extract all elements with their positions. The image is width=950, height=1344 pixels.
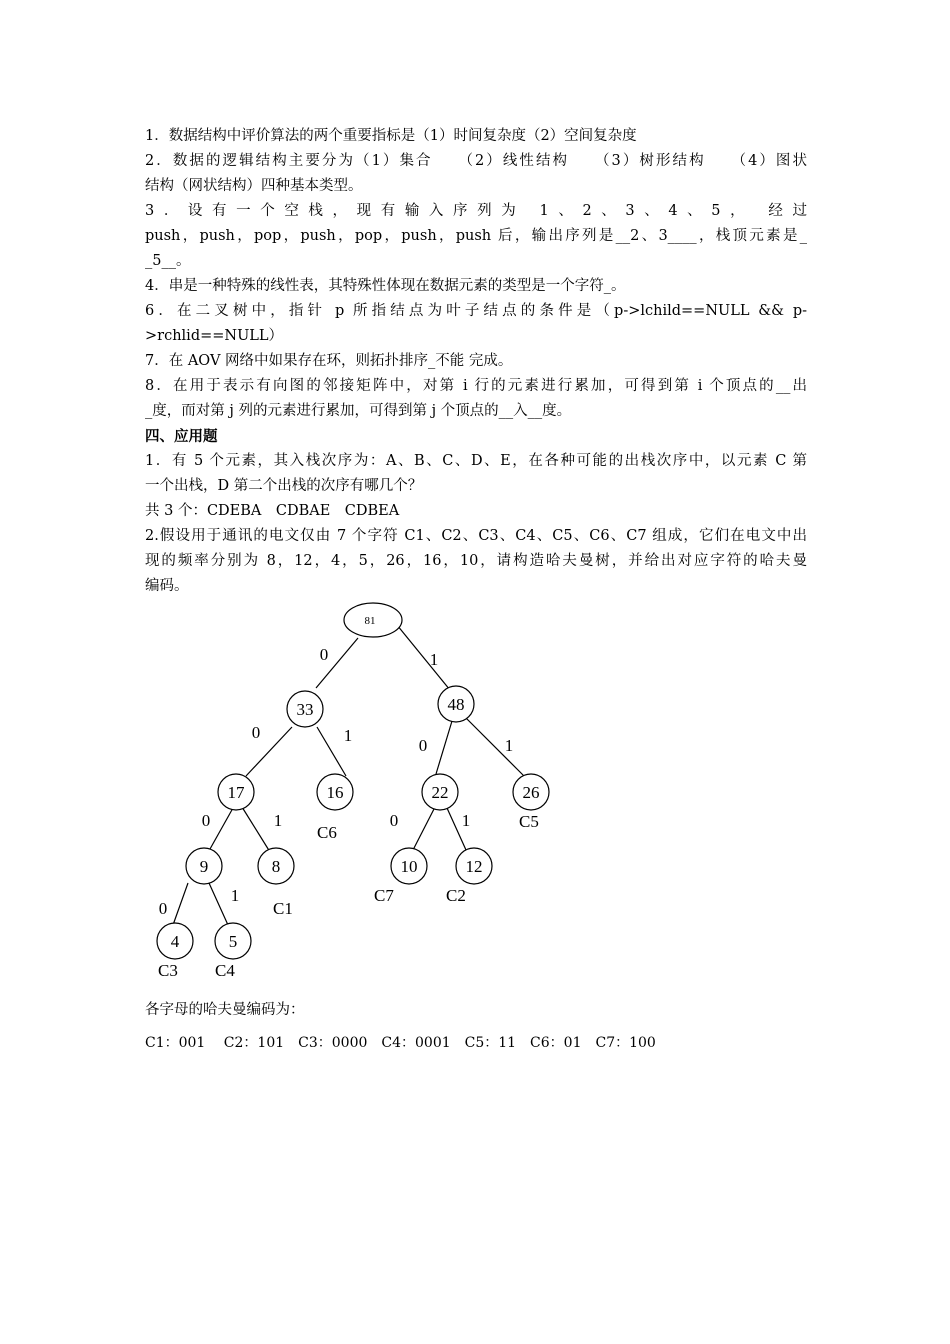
leaf-label-c6: C6 xyxy=(317,823,337,842)
a2-line-3: 编码。 xyxy=(145,578,189,594)
q3-line-3: _5__。 xyxy=(145,253,191,269)
leaf-label-c7: C7 xyxy=(374,886,394,905)
a2-line-1: 2.假设用于通讯的电文仅由 7 个字符 C1、C2、C3、C4、C5、C6、C7 组成，它们在电文中出 xyxy=(145,528,807,544)
node-value-22: 22 xyxy=(431,783,449,802)
edge-17-9 xyxy=(210,808,233,849)
node-value-4: 4 xyxy=(170,932,180,951)
q2-line-2: 结构（网状结构）四种基本类型。 xyxy=(145,178,363,194)
leaf-label-c3: C3 xyxy=(158,961,178,980)
edge-22-10 xyxy=(413,809,434,850)
node-value-17: 17 xyxy=(227,783,245,802)
leaf-label-c1: C1 xyxy=(273,899,293,918)
node-value-26: 26 xyxy=(522,783,540,802)
q4-line: 4．串是一种特殊的线性表，其特殊性体现在数据元素的类型是一个字符_。 xyxy=(145,278,626,294)
node-value-5: 5 xyxy=(228,932,238,951)
edge-48-26 xyxy=(466,718,524,776)
edge-48-22 xyxy=(436,721,452,774)
edge-17-8 xyxy=(242,807,270,852)
node-value-48: 48 xyxy=(447,695,465,714)
node-value-16: 16 xyxy=(326,783,344,802)
edge-label-9-4: 0 xyxy=(158,899,168,918)
section-heading: 四、应用题 xyxy=(145,428,218,445)
codes-title: 各字母的哈夫曼编码为： xyxy=(145,1002,305,1018)
edge-label-22-12: 1 xyxy=(461,811,471,830)
edge-label-33-17: 0 xyxy=(251,723,261,742)
edge-label-81-33: 0 xyxy=(319,645,329,664)
node-value-12: 12 xyxy=(465,857,483,876)
edge-label-17-8: 1 xyxy=(273,811,283,830)
q3-line-2: push，push，pop，push，pop，push，push 后，输出序列是__2、3____，栈顶元素是_ xyxy=(145,228,807,244)
edge-9-4 xyxy=(173,883,188,925)
leaf-label-c4: C4 xyxy=(215,961,235,980)
edge-label-9-5: 1 xyxy=(230,886,240,905)
edge-9-5 xyxy=(209,883,228,925)
edge-label-17-9: 0 xyxy=(201,811,211,830)
q6-line-2: >rchlid==NULL） xyxy=(145,328,284,344)
a1-answer: 共 3 个：CDEBA CDBAE CDBEA xyxy=(145,503,400,519)
edge-label-81-48: 1 xyxy=(429,650,439,669)
node-value-9: 9 xyxy=(199,857,209,876)
edge-81-48 xyxy=(397,625,450,690)
q8-line-1: 8．在用于表示有向图的邻接矩阵中，对第 i 行的元素进行累加，可得到第 i 个顶点的__出 xyxy=(145,378,807,394)
edge-label-48-26: 1 xyxy=(504,736,514,755)
edge-label-22-10: 0 xyxy=(389,811,399,830)
node-value-root: 81 xyxy=(364,615,376,627)
leaf-label-c2: C2 xyxy=(446,886,466,905)
leaf-label-c5: C5 xyxy=(519,812,539,831)
node-value-10: 10 xyxy=(400,857,418,876)
q6-line-1: 6．在二叉树中，指针 p 所指结点为叶子结点的条件是（p->lchild==NULL && p- xyxy=(145,303,807,319)
q7-line: 7．在 AOV 网络中如果存在环，则拓扑排序_不能 完成。 xyxy=(145,353,513,369)
a2-line-2: 现的频率分别为 8，12，4，5，26，16，10，请构造哈夫曼树，并给出对应字符的哈夫曼 xyxy=(145,553,807,569)
node-value-33: 33 xyxy=(296,700,314,719)
node-value-8: 8 xyxy=(271,857,281,876)
q1-line: 1．数据结构中评价算法的两个重要指标是（1）时间复杂度（2）空间复杂度 xyxy=(145,128,637,144)
a1-line-2: 一个出栈，D 第二个出栈的次序有哪几个？ xyxy=(145,478,423,494)
q3-line-1: 3．设有一个空栈，现有输入序列为 1、2、3、4、5， 经过 xyxy=(145,203,807,219)
q8-line-2: _度，而对第 j 列的元素进行累加，可得到第 j 个顶点的__入__度。 xyxy=(145,403,572,419)
edge-label-33-16: 1 xyxy=(343,726,353,745)
a1-line-1: 1．有 5 个元素，其入栈次序为：A、B、C、D、E，在各种可能的出栈次序中，以元素 C 第 xyxy=(145,453,807,469)
edge-33-16 xyxy=(317,727,346,776)
edge-label-48-22: 0 xyxy=(418,736,428,755)
huffman-codes: C1：001 C2：101 C3：0000 C4：0001 C5：11 C6：01 C7：100 xyxy=(145,1035,656,1051)
q2-line-1: 2．数据的逻辑结构主要分为（1）集合 （2）线性结构 （3）树形结构 （4）图状 xyxy=(145,153,807,169)
